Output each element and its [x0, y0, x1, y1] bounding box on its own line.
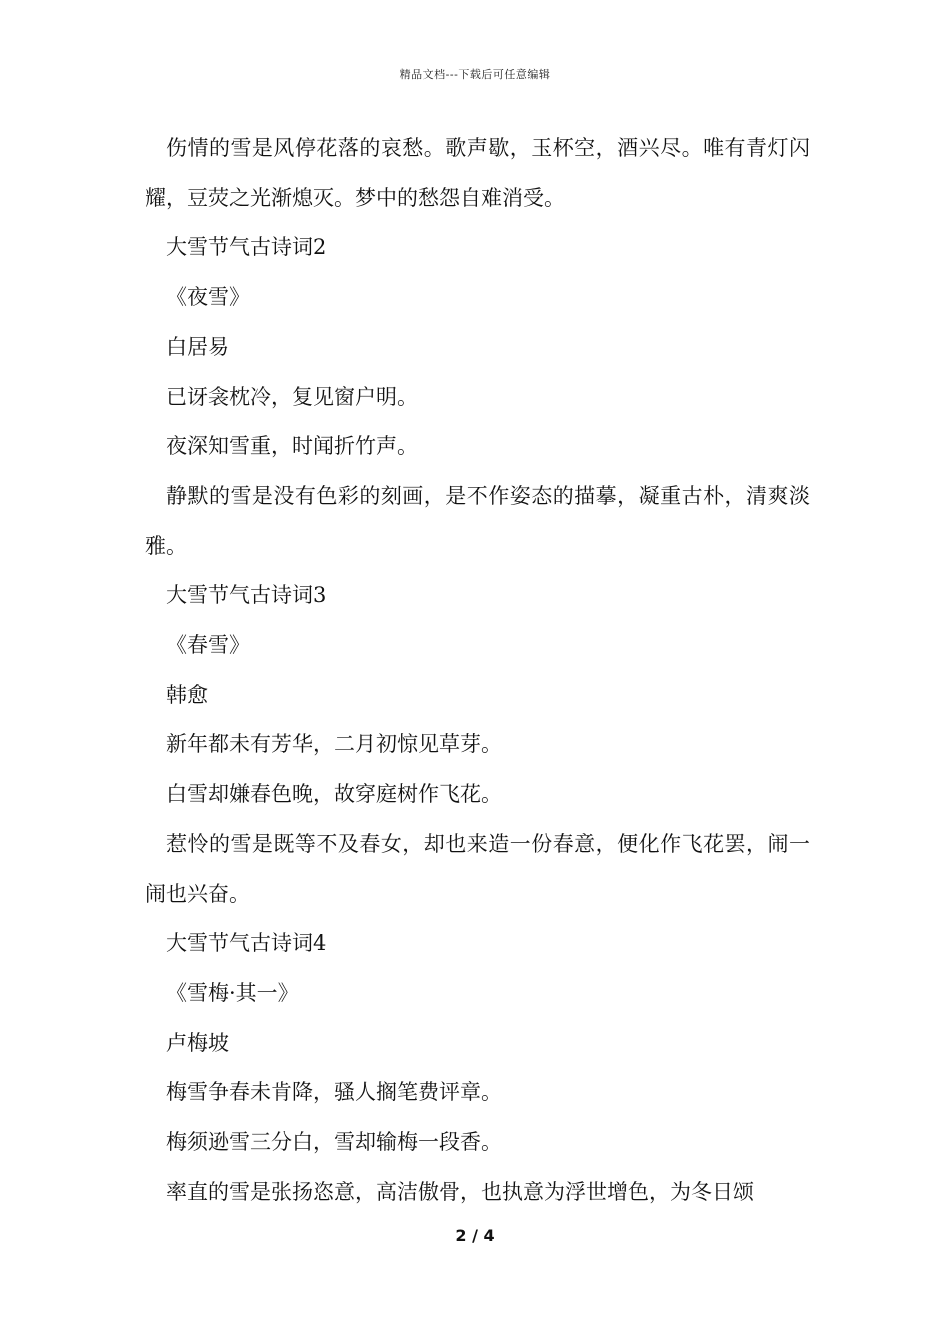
section-heading-3: 大雪节气古诗词3 — [166, 583, 327, 608]
poem-title-night-snow: 《夜雪》 — [166, 285, 250, 310]
poem-line: 梅雪争春未肯降，骚人搁笔费评章。 — [166, 1080, 502, 1105]
page-header: 精品文档---下载后可任意编辑 — [399, 68, 551, 81]
poem-author-lu-meipo: 卢梅坡 — [166, 1030, 229, 1055]
poem-title-snow-plum: 《雪梅·其一》 — [166, 980, 299, 1005]
paragraph-silent-snow: 静默的雪是没有色彩的刻画，是不作姿态的描摹，凝重古朴，清爽淡雅。 — [145, 483, 810, 558]
poem-author-han-yu: 韩愈 — [166, 682, 208, 707]
section-heading-2: 大雪节气古诗词2 — [166, 235, 327, 260]
paragraph-charming-snow: 惹怜的雪是既等不及春女，却也来造一份春意，便化作飞花罢，闹一闹也兴奋。 — [145, 831, 810, 906]
poem-line: 已讶衾枕冷，复见窗户明。 — [166, 384, 418, 409]
poem-line: 夜深知雪重，时闻折竹声。 — [166, 434, 418, 459]
paragraph-sad-snow: 伤情的雪是风停花落的哀愁。歌声歇，玉杯空，酒兴尽。唯有青灯闪耀，豆荧之光渐熄灭。梦中的愁怨自难消受。 — [145, 136, 810, 210]
poem-author-bai-juyi: 白居易 — [166, 334, 229, 359]
poem-line: 白雪却嫌春色晚，故穿庭树作飞花。 — [166, 782, 502, 807]
section-heading-4: 大雪节气古诗词4 — [166, 931, 327, 956]
document-body — [145, 124, 810, 1217]
poem-line: 梅须逊雪三分白，雪却输梅一段香。 — [166, 1130, 502, 1155]
poem-line: 新年都未有芳华，二月初惊见草芽。 — [166, 732, 502, 757]
poem-title-spring-snow: 《春雪》 — [166, 633, 250, 658]
page-number: 2 / 4 — [455, 1226, 495, 1245]
paragraph-frank-snow: 率直的雪是张扬恣意，高洁傲骨，也执意为浮世增色，为冬日颂 — [166, 1179, 754, 1204]
